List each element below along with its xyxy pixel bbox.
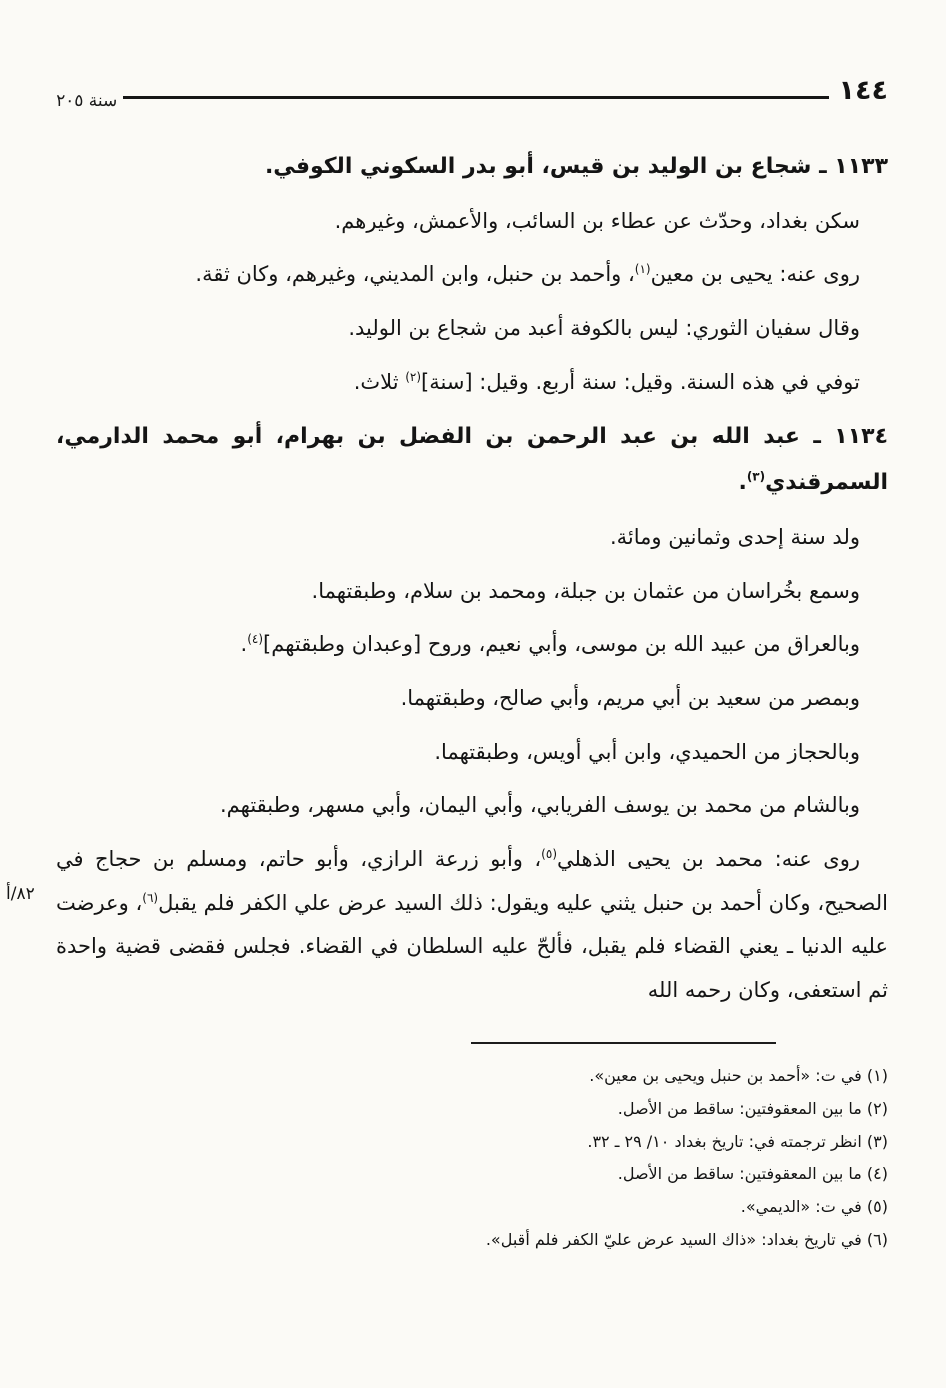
footnote: (٦) في تاريخ بغداد: «ذاك السيد عرض عليّ الكفر فلم أقبل».	[485, 1229, 888, 1249]
folio-margin-note: ٨٢/أ	[6, 884, 35, 904]
footnote: (٢) ما بين المعقوفتين: ساقط من الأصل.	[617, 1098, 888, 1118]
footnotes-section	[56, 1042, 888, 1257]
body-paragraph: توفي في هذه السنة. وقيل: سنة أربع. وقيل: [سنة]$^{(٢)}$ ثلاث.	[353, 369, 860, 394]
entry-1134-heading: ١١٣٤ ـ عبد الله بن عبد الرحمن بن الفضل بن بهرام، أبو محمد الدارمي، السمرقندي$^{(٣)}$.	[56, 424, 888, 496]
main-text	[56, 144, 888, 1013]
body-paragraph: وبالعراق من عبيد الله بن موسى، وأبي نعيم، وروح [وعبدان وطبقتهم]$^{(٤)}$.	[240, 632, 860, 657]
body-paragraph: وقال سفيان الثوري: ليس بالكوفة أعبد من شجاع بن الوليد.	[348, 316, 860, 341]
year-label: سنة ٢٠٥	[55, 91, 118, 111]
footnote: (٥) في ت: «الديمي».	[740, 1197, 888, 1217]
header-rule	[123, 96, 828, 99]
body-paragraph: وبالشام من محمد بن يوسف الفريابي، وأبي اليمان، وأبي مسهر، وطبقتهم.	[219, 793, 860, 818]
body-paragraph: سكن بغداد، وحدّث عن عطاء بن السائب، والأعمش، وغيرهم.	[334, 208, 860, 233]
body-paragraph: وبمصر من سعيد بن أبي مريم، وأبي صالح، وطبقتهما.	[400, 685, 860, 710]
footnote: (٤) ما بين المعقوفتين: ساقط من الأصل.	[617, 1164, 888, 1184]
page-number: ١٤٤	[838, 74, 888, 106]
footnote-separator	[471, 1042, 776, 1044]
page-header	[56, 70, 888, 110]
body-paragraph: وسمع بخُراسان من عثمان بن جبلة، ومحمد بن سلام، وطبقتهما.	[311, 578, 860, 603]
body-paragraph: روى عنه: يحيى بن معين$^{(١)}$، وأحمد بن حنبل، وابن المديني، وغيرهم، وكان ثقة.	[195, 262, 860, 287]
footnote: (٣) انظر ترجمته في: تاريخ بغداد ١٠/ ٢٩ ـ ٣٢.	[587, 1131, 888, 1151]
body-paragraph: وبالحجاز من الحميدي، وابن أبي أويس، وطبقتهما.	[434, 739, 860, 764]
body-paragraph: روى عنه: محمد بن يحيى الذهلي$^{(٥)}$، وأبو زرعة الرازي، وأبو حاتم، ومسلم بن حجاج في الصحيح، وكان أحمد بن حنبل يثني عليه ويقول: ذلك السيد عرض علي الكفر فلم يقبل$^{(٦)}$، وعرضت عليه الدنيا ـ يعني القضاء فلم يقبل، فألحّ عليه السلطان في القضاء. فجلس فقضى قضية واحدة ثم استعفى، وكان رحمه الله	[56, 846, 888, 1002]
body-paragraph: ولد سنة إحدى وثمانين ومائة.	[610, 524, 860, 549]
entry-1133-heading: ١١٣٣ ـ شجاع بن الوليد بن قيس، أبو بدر السكوني الكوفي.	[264, 154, 888, 179]
footnote-list	[56, 1060, 888, 1257]
footnote: (١) في ت: «أحمد بن حنبل ويحيى بن معين».	[589, 1066, 888, 1085]
